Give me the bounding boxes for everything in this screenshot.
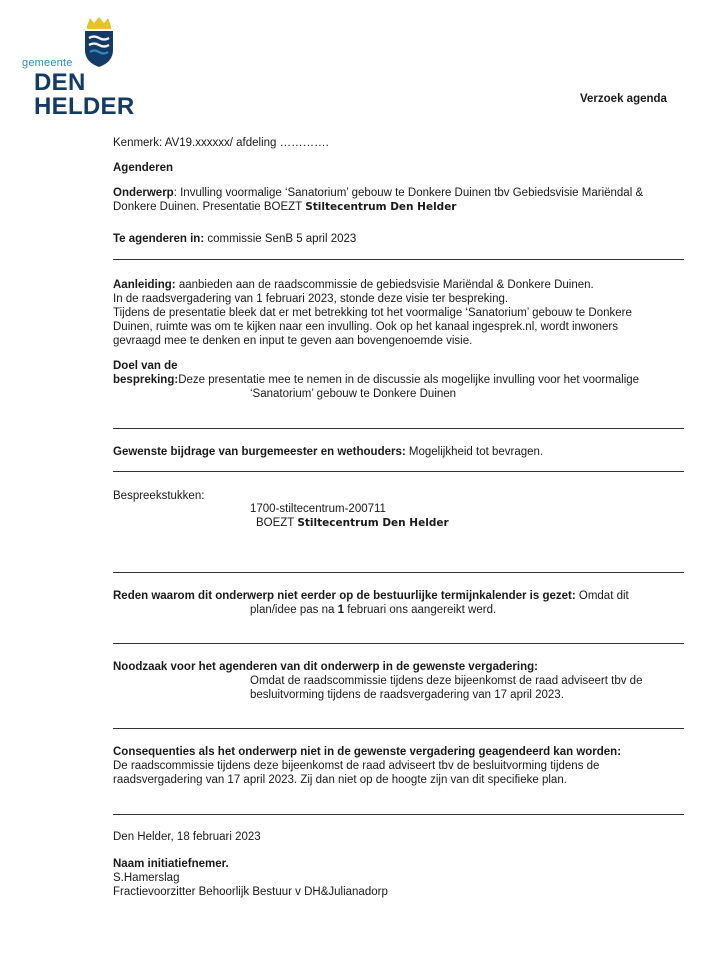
bespreekstuk-item: 1700-stiltecentrum-200711 — [250, 503, 386, 515]
onderwerp-text: : Invulling voormalige ‘Sanatorium’ gebouw te Donkere Duinen tbv Gebiedsvisie Mariëndal & — [173, 187, 644, 199]
divider — [113, 728, 684, 729]
divider — [113, 471, 684, 472]
bespreekstuk-bold: Stiltecentrum Den Helder — [297, 517, 449, 529]
agenderen-heading: Agenderen — [113, 162, 174, 174]
document-date: Den Helder, 18 februari 2023 — [113, 831, 261, 843]
aanleiding-label: Aanleiding: — [113, 279, 176, 291]
onderwerp-bold: Stiltecentrum Den Helder — [305, 201, 457, 213]
noodzaak-text: Omdat de raadscommissie tijdens deze bijeenkomst de raad adviseert tbv de — [250, 675, 643, 687]
aanleiding-section — [113, 278, 693, 348]
te-agenderen — [113, 232, 356, 246]
divider — [113, 572, 684, 573]
consequenties-section — [113, 745, 693, 787]
aanleiding-line: Duinen, ruimte was om te kijken naar een invulling. Ook op het kanaal ingesprek.nl, wordt inwoners — [113, 321, 618, 333]
bespreekstuk-prefix: BOEZT — [256, 517, 298, 529]
gewenste-label: Gewenste bijdrage van burgemeester en wethouders: — [113, 446, 406, 458]
divider — [113, 643, 684, 644]
doel-text-2: ‘Sanatorium’ gebouw te Donkere Duinen — [250, 388, 457, 400]
noodzaak-label: Noodzaak voor het agenderen van dit onderwerp in de gewenste vergadering: — [113, 661, 538, 673]
bespreekstuk-item — [256, 516, 449, 530]
reden-text-part: plan/idee pas na — [250, 604, 338, 616]
noodzaak-text: besluitvorming tijdens de raadsvergadering van 17 april 2023. — [250, 689, 564, 701]
bespreekstukken-label: Bespreekstukken: — [113, 490, 205, 502]
municipality-logo — [20, 16, 190, 120]
gewenste-text: Mogelijkheid tot bevragen. — [405, 446, 544, 458]
consequenties-text: raadsvergadering van 17 april 2023. Zij dan niet op de hoogte zijn van dit specifieke plan. — [113, 774, 567, 786]
initiatiefnemer-label: Naam initiatiefnemer. — [113, 858, 229, 870]
consequenties-label: Consequenties als het onderwerp niet in de gewenste vergadering geagendeerd kan worden: — [113, 746, 622, 758]
doel-section — [113, 373, 693, 387]
crest-icon — [82, 16, 116, 68]
reden-text-2 — [250, 603, 496, 617]
te-agenderen-text: commissie SenB 5 april 2023 — [204, 233, 357, 245]
divider — [113, 259, 684, 260]
initiatiefnemer-section — [113, 857, 693, 899]
onderwerp-text-2: Donkere Duinen. Presentatie BOEZT — [113, 201, 306, 213]
aanleiding-line: Tijdens de presentatie bleek dat er met betrekking tot het voormalige ‘Sanatorium’ gebouw te Donkere — [113, 307, 632, 319]
doel-text: Deze presentatie mee te nemen in de discussie als mogelijke invulling voor het voormalige — [178, 374, 640, 386]
initiatiefnemer-role: Fractievoorzitter Behoorlijk Bestuur v DH&Julianadorp — [113, 886, 388, 898]
initiatiefnemer-name: S.Hamerslag — [113, 872, 180, 884]
divider — [113, 814, 684, 815]
consequenties-text: De raadscommissie tijdens deze bijeenkomst de raad adviseert tbv de besluitvorming tijdens de — [113, 760, 600, 772]
aanleiding-line: gevraagd mee te denken en input te geven aan bovengenoemde visie. — [113, 335, 473, 347]
reden-text-part: 1 — [337, 604, 345, 616]
kenmerk: Kenmerk: AV19.xxxxxx/ afdeling …………. — [113, 137, 329, 149]
doel-label: Doel van de — [113, 360, 178, 372]
reden-section — [113, 589, 693, 603]
logo-small-text: gemeente — [22, 57, 73, 69]
doel-label-2: bespreking: — [113, 374, 179, 386]
document-type: Verzoek agenda — [580, 93, 667, 105]
gewenste-bijdrage — [113, 445, 693, 459]
logo-big-text: DEN HELDER — [34, 69, 135, 120]
reden-text-part: februari ons aangereikt werd. — [344, 604, 497, 616]
onderwerp-label: Onderwerp — [113, 187, 174, 199]
divider — [113, 428, 684, 429]
reden-text: Omdat dit — [575, 590, 629, 602]
aanleiding-line: In de raadsvergadering van 1 februari 2023, stonde deze visie ter bespreking. — [113, 293, 509, 305]
reden-label: Reden waarom dit onderwerp niet eerder op de bestuurlijke termijnkalender is gezet: — [113, 590, 576, 602]
te-agenderen-label: Te agenderen in: — [113, 233, 205, 245]
aanleiding-line: aanbieden aan de raadscommissie de gebiedsvisie Mariëndal & Donkere Duinen. — [175, 279, 594, 291]
onderwerp-section — [113, 186, 693, 214]
